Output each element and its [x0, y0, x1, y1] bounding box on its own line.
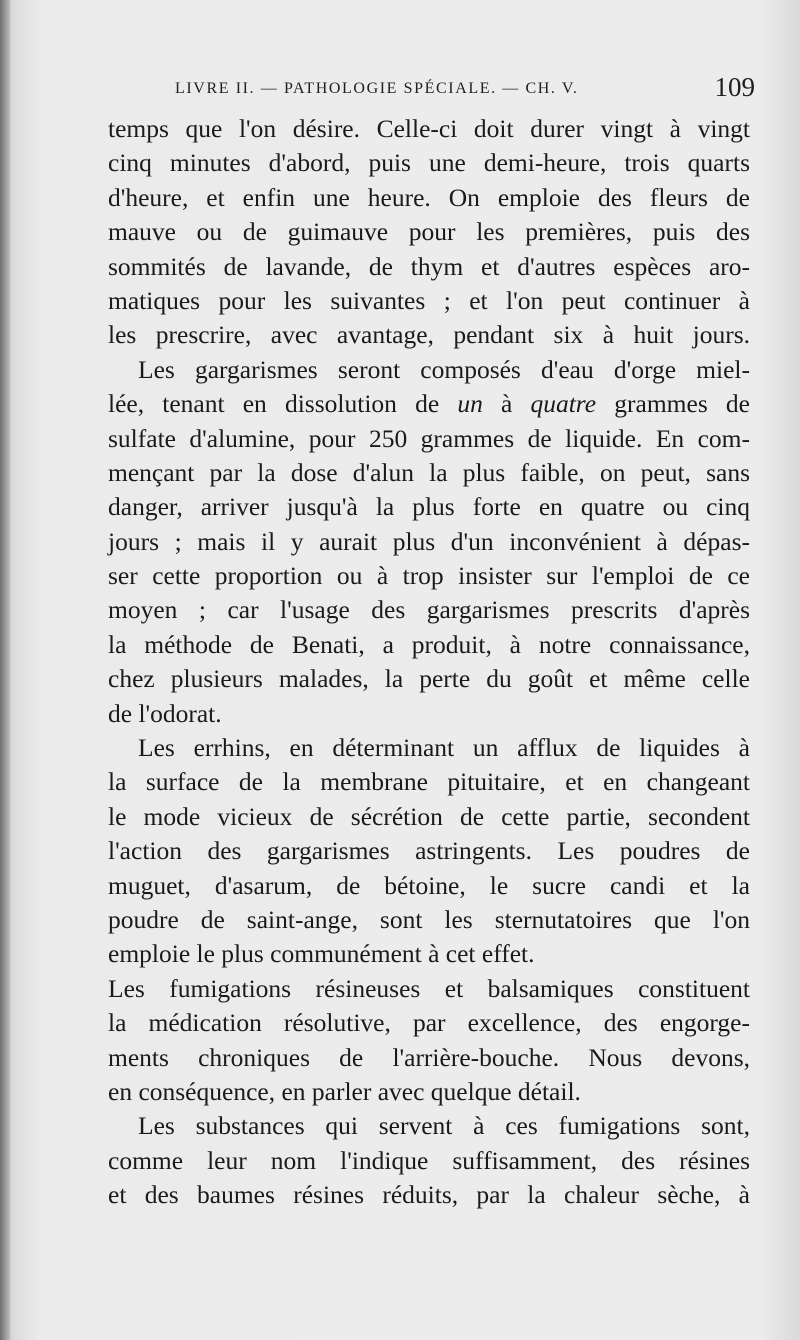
text-line: et des baumes résines réduits, par la chaleur sèche, à: [108, 1180, 750, 1210]
text-line: Les fumigations résineuses et balsamiques constituent: [108, 973, 750, 1003]
text-line: danger, arriver jusqu'à la plus forte en quatre ou cinq: [108, 492, 750, 522]
text-segment: grammes de: [596, 389, 750, 419]
paragraph-2: [108, 353, 750, 731]
italic-word: un: [457, 389, 483, 419]
text-line: sulfate d'alumine, pour 250 grammes de liquide. En com-: [108, 423, 750, 453]
text-line: d'heure, et enfin une heure. On emploie des fleurs de: [108, 182, 750, 212]
paragraph-3: [108, 731, 750, 972]
paragraph-5: [108, 1109, 750, 1212]
text-line: ser cette proportion ou à trop insister sur l'emploi de ce: [108, 561, 750, 591]
text-segment: à: [482, 389, 531, 419]
text-line: chez plusieurs malades, la perte du goût et même celle: [108, 664, 750, 694]
text-line: poudre de saint-ange, sont les sternutatoires que l'on: [108, 904, 750, 934]
text-line: la méthode de Benati, a produit, à notre connaissance,: [108, 629, 750, 659]
text-line: emploie le plus communément à cet effet.: [108, 939, 535, 969]
text-line: l'action des gargarismes astringents. Les poudres de: [108, 836, 750, 866]
text-line: comme leur nom l'indique suffisamment, des résines: [108, 1145, 750, 1175]
paragraph-1: [108, 112, 750, 353]
paragraph-4: [108, 972, 750, 1110]
body-text: [108, 112, 750, 1213]
text-line: la médication résolutive, par excellence, des engorge-: [108, 1008, 750, 1038]
italic-word: quatre: [530, 389, 597, 419]
text-line: muguet, d'asarum, de bétoine, le sucre candi et la: [108, 870, 750, 900]
text-line: Les errhins, en déterminant un afflux de liquides à: [138, 733, 750, 763]
text-line: moyen ; car l'usage des gargarismes prescrits d'après: [108, 595, 750, 625]
text-line: de l'odorat.: [108, 698, 222, 728]
text-line: en conséquence, en parler avec quelque détail.: [108, 1076, 581, 1106]
text-line-with-italics: [108, 387, 750, 421]
text-line: temps que l'on désire. Celle-ci doit durer vingt à vingt: [108, 114, 750, 143]
text-line: ments chroniques de l'arrière-bouche. Nous devons,: [108, 1042, 750, 1072]
running-head-title: LIVRE II. — PATHOLOGIE SPÉCIALE. — CH. V.: [175, 80, 579, 97]
text-line: sommités de lavande, de thym et d'autres espèces aro-: [108, 251, 750, 281]
text-line: mençant par la dose d'alun la plus faible, on peut, sans: [108, 457, 750, 487]
text-line: matiques pour les suivantes ; et l'on peut continuer à: [108, 285, 750, 315]
text-line: la surface de la membrane pituitaire, et en changeant: [108, 767, 750, 797]
page-number: 109: [714, 72, 755, 102]
page-gutter-shadow: [0, 0, 10, 1340]
text-line: mauve ou de guimauve pour les premières, puis des: [108, 217, 750, 247]
text-line: les prescrire, avec avantage, pendant six à huit jours.: [108, 320, 750, 350]
text-line: Les gargarismes seront composés d'eau d'orge miel-: [138, 354, 750, 384]
text-line: Les substances qui servent à ces fumigations sont,: [138, 1111, 750, 1141]
text-segment: lée, tenant en dissolution de: [108, 389, 458, 419]
text-line: le mode vicieux de sécrétion de cette partie, secondent: [108, 801, 750, 831]
text-line: jours ; mais il y aurait plus d'un inconvénient à dépas-: [108, 526, 750, 556]
text-line: cinq minutes d'abord, puis une demi-heure, trois quarts: [108, 148, 750, 178]
running-head: [105, 72, 755, 108]
